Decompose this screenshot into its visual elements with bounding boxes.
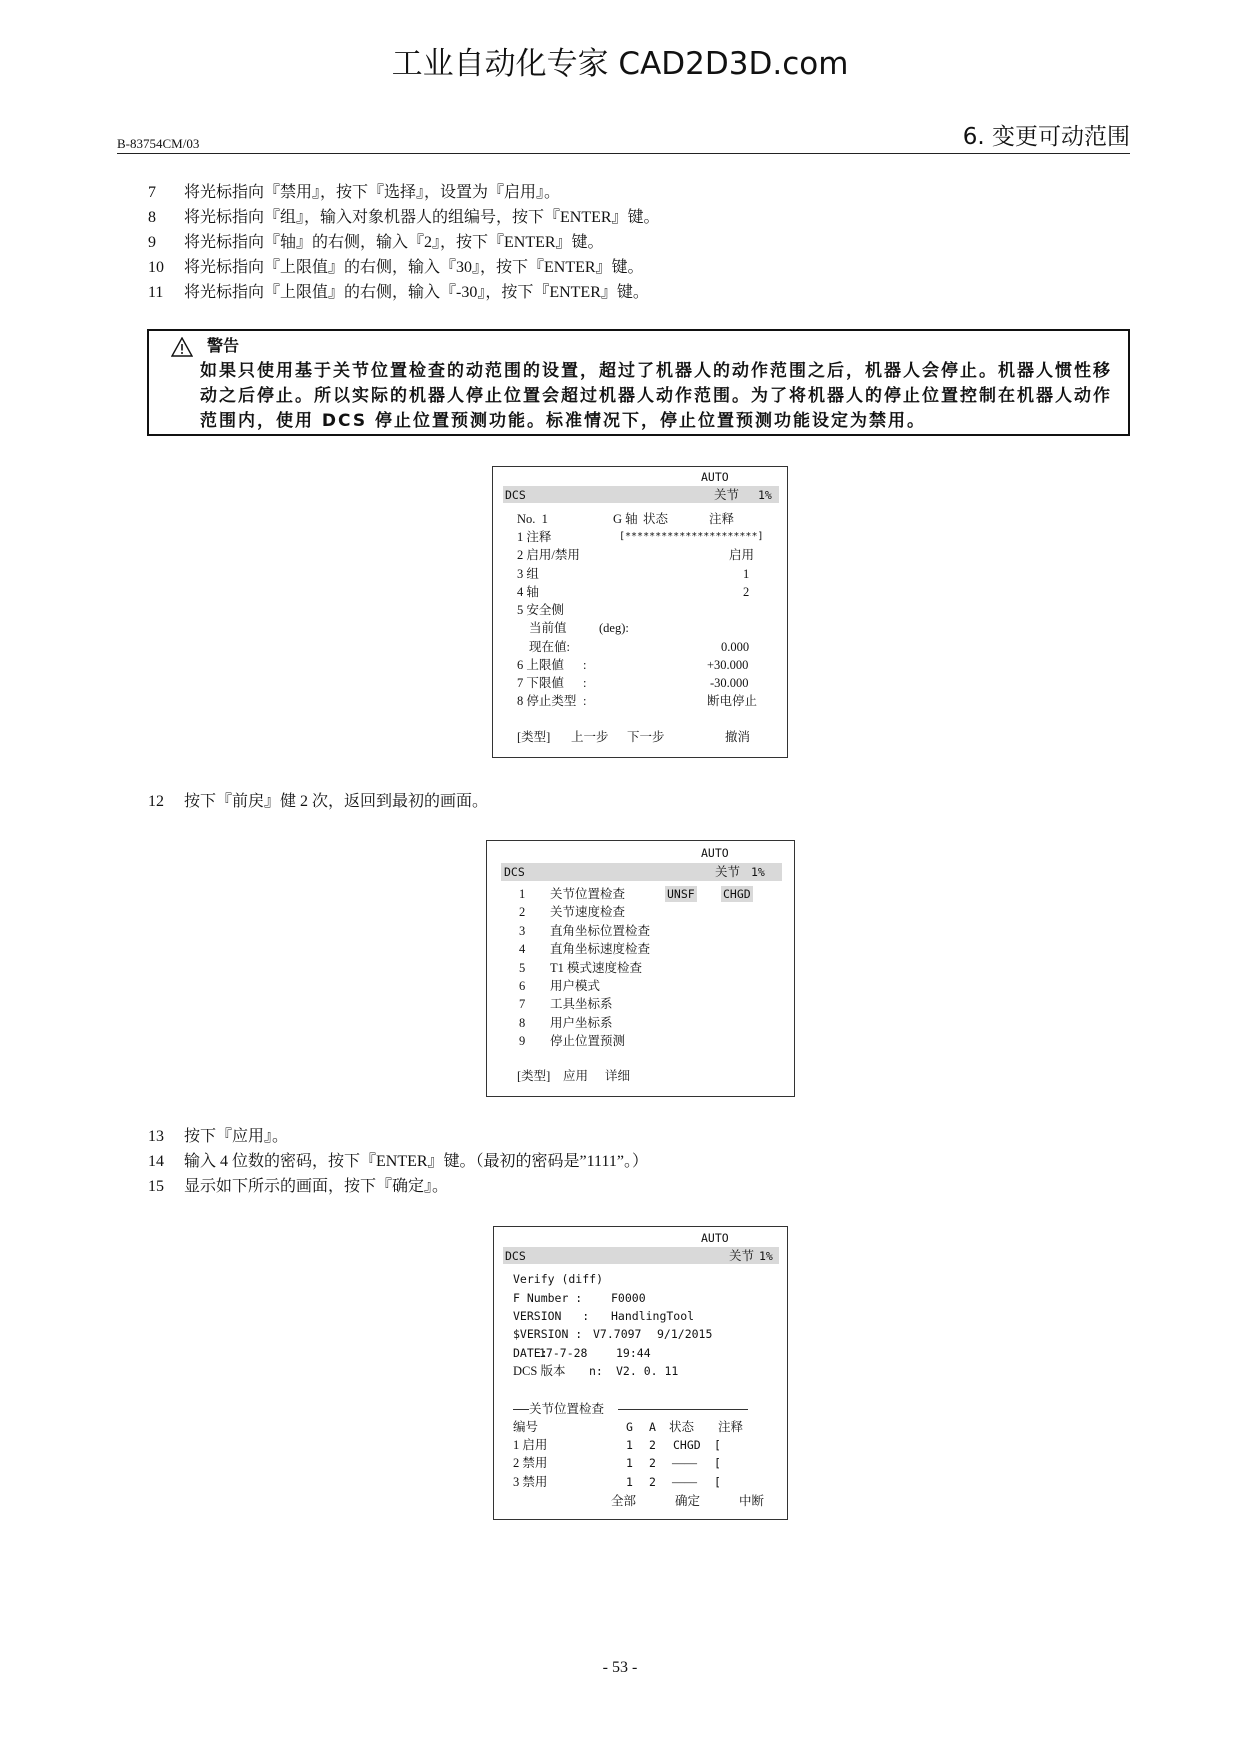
mode-status: AUTO bbox=[701, 846, 729, 860]
step-number: 9 bbox=[148, 234, 156, 251]
row-g: 1 bbox=[626, 1456, 633, 1470]
warning-line-3: 范围内，使用 DCS 停止位置预测功能。标准情况下，停止位置预测功能设定为禁用。 bbox=[200, 411, 926, 431]
menu-item-number: 5 bbox=[519, 961, 526, 975]
date-label: DATE: bbox=[513, 1346, 548, 1360]
axis-value: 2 bbox=[743, 585, 750, 599]
warning-title: 警告 bbox=[207, 336, 240, 355]
step-text: 将光标指向『禁用』，按下『选择』，设置为『启用』。 bbox=[184, 184, 561, 201]
menu-item-number: 9 bbox=[519, 1034, 526, 1048]
step-text: 将光标指向『轴』的右侧，输入『2』，按下『ENTER』键。 bbox=[184, 234, 604, 251]
screen-title: DCS bbox=[505, 1249, 526, 1263]
group-value: 1 bbox=[743, 567, 750, 581]
menu-item-number: 4 bbox=[519, 942, 526, 956]
warning-line-2: 动之后停止。所以实际的机器人停止位置会超过机器人动作范围。为了将机器人的停止位置控制在机器人动作 bbox=[200, 386, 1112, 406]
step-number: 7 bbox=[148, 184, 156, 201]
row-label: 3 禁用 bbox=[513, 1475, 548, 1489]
menu-item-number: 7 bbox=[519, 997, 526, 1011]
dcs-detail-screen bbox=[492, 466, 788, 758]
detail-softkey: 详细 bbox=[605, 1069, 631, 1083]
enable-label: 2 启用/禁用 bbox=[517, 548, 580, 562]
comment-label: 1 注释 bbox=[517, 530, 552, 544]
undo-softkey: 撤消 bbox=[725, 730, 751, 744]
menu-item-label: 工具坐标系 bbox=[550, 997, 613, 1011]
step-14 bbox=[0, 1152, 1240, 1172]
mode-status: AUTO bbox=[701, 1231, 729, 1245]
menu-item-label: 用户坐标系 bbox=[550, 1016, 613, 1030]
step-9 bbox=[0, 233, 1240, 253]
dcs-version-value: V2. 0. 11 bbox=[616, 1364, 679, 1378]
step-text: 输入 4 位数的密码，按下『ENTER』键。（最初的密码是”1111”。） bbox=[184, 1153, 648, 1170]
section-rule-right bbox=[618, 1409, 748, 1410]
status-header: 状态 bbox=[669, 1420, 695, 1434]
title-bar bbox=[503, 486, 779, 503]
type-softkey: [类型] bbox=[517, 1069, 551, 1083]
f-number-label: F Number : bbox=[513, 1291, 583, 1305]
menu-item-label: 停止位置预测 bbox=[550, 1034, 626, 1048]
row-a: 2 bbox=[649, 1475, 656, 1489]
changed-flag: CHGD bbox=[723, 887, 751, 901]
type-softkey: [类型] bbox=[517, 730, 551, 744]
dcs-version-label: DCS 版本 bbox=[513, 1364, 566, 1378]
menu-item-number: 6 bbox=[519, 979, 526, 993]
warning-line-1: 如果只使用基于关节位置检查的动范围的设置，超过了机器人的动作范围之后，机器人会停止。机器人惯性移 bbox=[200, 361, 1112, 381]
step-11 bbox=[0, 283, 1240, 303]
title-bar bbox=[503, 1247, 779, 1264]
step-7 bbox=[0, 183, 1240, 203]
row-comment: [ bbox=[714, 1475, 721, 1489]
menu-item-label: 关节位置检查 bbox=[550, 887, 626, 901]
row-comment: [ bbox=[714, 1456, 721, 1470]
dcs-menu-screen bbox=[486, 840, 795, 1097]
number-header: 编号 bbox=[513, 1420, 539, 1434]
menu-item-number: 3 bbox=[519, 924, 526, 938]
comment-value: [**********************] bbox=[619, 531, 764, 542]
override-value: 1% bbox=[751, 865, 765, 879]
step-number: 10 bbox=[148, 259, 164, 276]
current-value-unit: (deg): bbox=[599, 621, 629, 635]
menu-item-label: 关节速度检查 bbox=[550, 905, 626, 919]
g-axis-header: G 轴 bbox=[613, 512, 638, 526]
status-header: 状态 bbox=[643, 512, 669, 526]
section-title: 关节位置检查 bbox=[529, 1402, 605, 1416]
version-value: HandlingTool bbox=[611, 1309, 695, 1323]
prev-softkey: 上一步 bbox=[571, 730, 609, 744]
step-number: 13 bbox=[148, 1128, 164, 1145]
menu-item-number: 2 bbox=[519, 905, 526, 919]
section-rule-left bbox=[513, 1409, 529, 1410]
step-number: 15 bbox=[148, 1178, 164, 1195]
a-header: A bbox=[649, 1420, 656, 1434]
dcs-version-separator: n: bbox=[589, 1364, 603, 1378]
comment-header: 注释 bbox=[709, 512, 735, 526]
lower-limit-value: -30.000 bbox=[710, 676, 749, 690]
group-label: 3 组 bbox=[517, 567, 539, 581]
comment-header: 注释 bbox=[718, 1420, 744, 1434]
step-text: 按下『前戻』健 2 次，返回到最初的画面。 bbox=[184, 793, 489, 810]
step-number: 11 bbox=[148, 284, 164, 301]
row-a: 2 bbox=[649, 1438, 656, 1452]
stop-type-value: 断电停止 bbox=[707, 694, 758, 708]
sversion-date: 9/1/2015 bbox=[657, 1327, 713, 1341]
menu-item-label: 用户模式 bbox=[550, 979, 601, 993]
row-status: CHGD bbox=[673, 1438, 701, 1452]
lower-limit-separator: : bbox=[583, 676, 587, 690]
menu-item-number: 8 bbox=[519, 1016, 526, 1030]
step-number: 8 bbox=[148, 209, 156, 226]
step-number: 12 bbox=[148, 793, 164, 810]
verify-title: Verify (diff) bbox=[513, 1272, 604, 1286]
section-title: 6. 变更可动范围 bbox=[962, 124, 1130, 150]
menu-item-label: 直角坐标位置检查 bbox=[550, 924, 651, 938]
row-a: 2 bbox=[649, 1456, 656, 1470]
all-softkey: 全部 bbox=[611, 1494, 637, 1508]
row-comment: [ bbox=[714, 1438, 721, 1452]
step-15 bbox=[0, 1177, 1240, 1197]
step-10 bbox=[0, 258, 1240, 278]
document-code: B-83754CM/03 bbox=[117, 136, 200, 151]
step-8 bbox=[0, 208, 1240, 228]
stop-type-separator: : bbox=[583, 694, 587, 708]
axis-label: 4 轴 bbox=[517, 585, 539, 599]
screen-title: DCS bbox=[504, 865, 525, 879]
dcs-verify-screen bbox=[493, 1226, 788, 1520]
enable-value: 启用 bbox=[729, 548, 755, 562]
coord-mode: 关节 bbox=[715, 865, 741, 879]
step-text: 按下『应用』。 bbox=[184, 1128, 289, 1145]
site-title: 工业自动化专家 CAD2D3D.com bbox=[391, 46, 849, 82]
g-header: G bbox=[626, 1420, 633, 1434]
step-12 bbox=[0, 792, 1240, 812]
row-label: 1 启用 bbox=[513, 1438, 548, 1452]
entry-number: No. 1 bbox=[517, 512, 548, 526]
safe-side-label: 5 安全侧 bbox=[517, 603, 564, 617]
abort-softkey: 中断 bbox=[739, 1494, 765, 1508]
mode-status: AUTO bbox=[701, 470, 729, 484]
override-value: 1% bbox=[758, 488, 772, 502]
coord-mode: 关节 bbox=[714, 488, 740, 502]
step-text: 将光标指向『组』，输入对象机器人的组编号，按下『ENTER』键。 bbox=[184, 209, 660, 226]
step-text: 显示如下所示的画面，按下『确定』。 bbox=[184, 1178, 449, 1195]
warning-triangle-icon bbox=[171, 337, 193, 357]
present-value-label: 现在値: bbox=[529, 640, 570, 654]
step-13 bbox=[0, 1127, 1240, 1147]
row-status: —— bbox=[672, 1456, 697, 1470]
next-softkey: 下一步 bbox=[627, 730, 665, 744]
sversion-label: $VERSION : bbox=[513, 1327, 583, 1341]
version-label: VERSION : bbox=[513, 1309, 590, 1323]
present-value: 0.000 bbox=[721, 640, 750, 654]
unsaved-flag: UNSF bbox=[667, 887, 695, 901]
row-status: —— bbox=[672, 1475, 697, 1489]
menu-item-label: T1 模式速度检查 bbox=[550, 961, 643, 975]
stop-type-label: 8 停止类型 bbox=[517, 694, 577, 708]
header-rule bbox=[117, 153, 1130, 154]
menu-item-label: 直角坐标速度检查 bbox=[550, 942, 651, 956]
step-text: 将光标指向『上限值』的右侧，输入『-30』，按下『ENTER』键。 bbox=[184, 284, 649, 301]
upper-limit-label: 6 上限値 bbox=[517, 658, 564, 672]
page-number: - 53 - bbox=[602, 1659, 638, 1676]
date-day: 17-7-28 bbox=[539, 1346, 588, 1360]
confirm-softkey: 确定 bbox=[675, 1494, 701, 1508]
upper-limit-separator: : bbox=[583, 658, 587, 672]
warning-box bbox=[147, 329, 1130, 436]
upper-limit-value: +30.000 bbox=[707, 658, 749, 672]
apply-softkey: 应用 bbox=[563, 1069, 589, 1083]
sversion-value: V7.7097 bbox=[593, 1327, 642, 1341]
row-label: 2 禁用 bbox=[513, 1456, 548, 1470]
title-bar bbox=[501, 863, 782, 881]
current-value-label: 当前值 bbox=[529, 621, 567, 635]
step-number: 14 bbox=[148, 1153, 164, 1170]
coord-mode: 关节 bbox=[729, 1249, 755, 1263]
override-value: 1% bbox=[759, 1249, 773, 1263]
step-text: 将光标指向『上限值』的右侧，输入『30』，按下『ENTER』键。 bbox=[184, 259, 644, 276]
row-g: 1 bbox=[626, 1438, 633, 1452]
row-g: 1 bbox=[626, 1475, 633, 1489]
menu-item-number: 1 bbox=[519, 887, 526, 901]
f-number-value: F0000 bbox=[611, 1291, 646, 1305]
screen-title: DCS bbox=[505, 488, 526, 502]
date-time: 19:44 bbox=[616, 1346, 651, 1360]
lower-limit-label: 7 下限値 bbox=[517, 676, 564, 690]
